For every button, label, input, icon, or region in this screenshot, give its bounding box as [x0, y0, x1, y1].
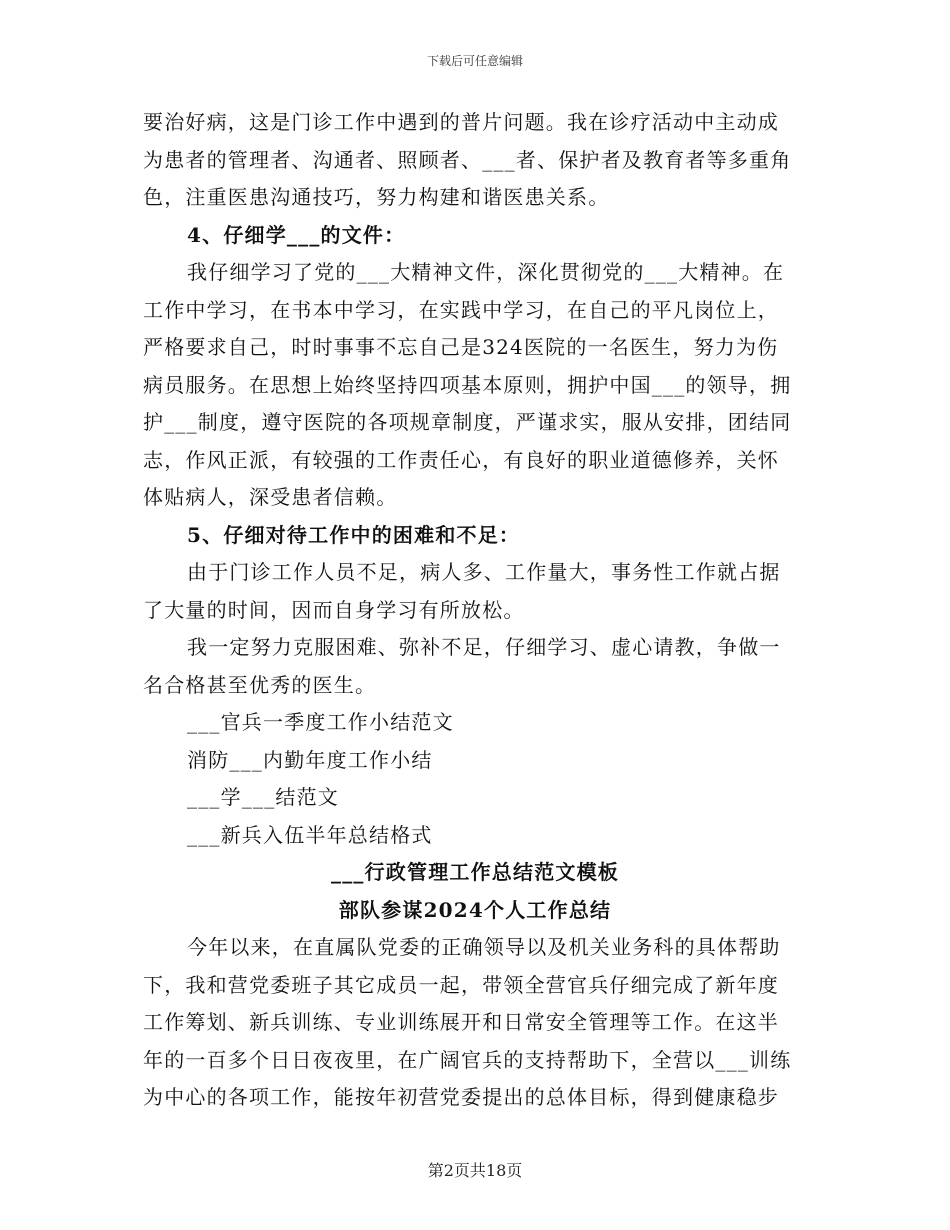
- text-line: 为患者的管理者、沟通者、照顾者、___者、保护者及教育者等多重角: [143, 147, 792, 172]
- text-line: 我一定努力克服困难、弥补不足，仔细学习、虚心请教，争做一: [187, 635, 781, 659]
- document-body: [143, 104, 807, 1117]
- text-line: 名合格甚至优秀的医生。: [143, 672, 377, 697]
- section-title: ___行政管理工作总结范文模板: [331, 860, 619, 884]
- page-header: 下载后可任意编辑: [426, 54, 523, 68]
- text-line: 严格要求自己，时时事事不忘自己是324医院的一名医生，努力为伤: [143, 335, 779, 359]
- text-line: 下，我和营党委班子其它成员一起，带领全营官兵仔细完成了新年度: [143, 972, 779, 997]
- text-line: ___官兵一季度工作小结范文: [187, 710, 454, 734]
- text-line: 我仔细学习了党的___大精神文件，深化贯彻党的___大精神。在: [187, 260, 785, 284]
- text-line: 消防___内勤年度工作小结: [187, 747, 433, 772]
- page-footer: 第2页共18页: [427, 1161, 523, 1180]
- text-line: ___学___结范文: [187, 785, 339, 809]
- text-line: 由于门诊工作人员不足，病人多、工作量大，事务性工作就占据: [187, 560, 781, 584]
- text-line: 了大量的时间，因而自身学习有所放松。: [143, 597, 525, 622]
- text-line: 志，作风正派，有较强的工作责任心，有良好的职业道德修养，关怀: [143, 447, 779, 472]
- text-line: ___新兵入伍半年总结格式: [187, 822, 433, 847]
- text-line: 护___制度，遵守医院的各项规章制度，严谨求实，服从安排，团结同: [143, 410, 792, 434]
- text-line: 工作中学习，在书本中学习，在实践中学习，在自己的平凡岗位上，: [143, 297, 779, 322]
- text-line: 工作筹划、新兵训练、专业训练展开和日常安全管理等工作。在这半: [143, 1010, 779, 1034]
- section-title: 部队参谋2024个人工作总结: [338, 897, 612, 922]
- text-line: 今年以来，在直属队党委的正确领导以及机关业务科的具体帮助: [187, 935, 781, 959]
- text-line: 年的一百多个日日夜夜里，在广阔官兵的支持帮助下，全营以___训练: [143, 1047, 792, 1072]
- text-line: 病员服务。在思想上始终坚持四项基本原则，拥护中国___的领导，拥: [143, 372, 792, 397]
- section-heading: 4、仔细学___的文件：: [187, 222, 406, 247]
- text-line: 色，注重医患沟通技巧，努力构建和谐医患关系。: [143, 185, 610, 209]
- section-heading: 5、仔细对待工作中的困难和不足：: [187, 522, 521, 547]
- text-line: 要治好病，这是门诊工作中遇到的普片问题。我在诊疗活动中主动成: [143, 110, 779, 134]
- text-line: 为中心的各项工作，能按年初营党委提出的总体目标，得到健康稳步: [143, 1085, 779, 1109]
- text-line: 体贴病人，深受患者信赖。: [143, 485, 398, 509]
